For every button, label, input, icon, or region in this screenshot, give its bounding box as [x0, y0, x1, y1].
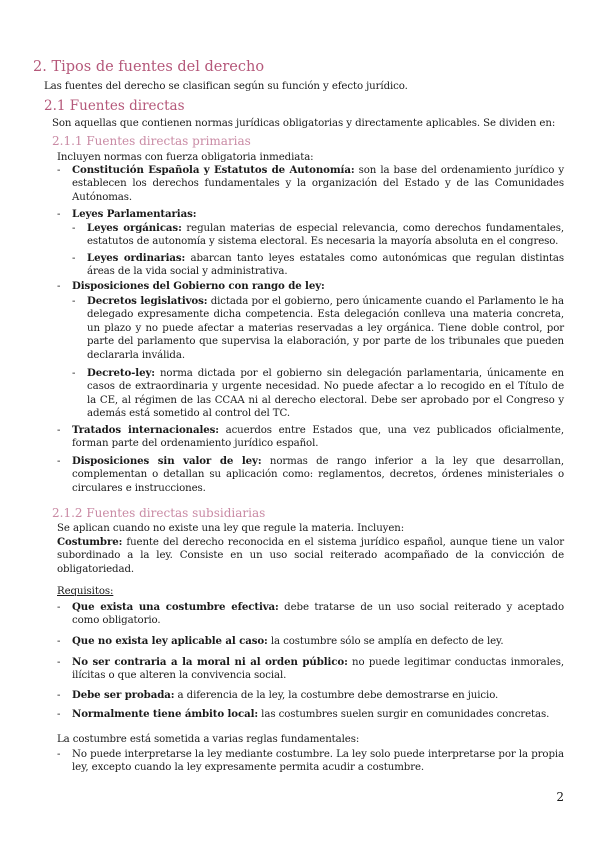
- list-bullet: -: [57, 425, 61, 436]
- list-item: [87, 367, 564, 421]
- item-term: Que exista una costumbre efectiva:: [72, 601, 279, 613]
- list-bullet: -: [72, 368, 76, 379]
- list-item: [72, 689, 564, 702]
- list-item: [72, 708, 564, 721]
- list-item: [72, 748, 564, 775]
- list-item: [72, 656, 564, 683]
- list-bullet: -: [57, 602, 61, 613]
- costumbre-term: Costumbre:: [57, 536, 123, 548]
- list-bullet: -: [57, 209, 61, 220]
- list-bullet: -: [72, 296, 76, 307]
- list-bullet: -: [57, 165, 61, 176]
- subsection-title: 2.1 Fuentes directas: [44, 98, 185, 114]
- item-term: Leyes orgánicas:: [87, 222, 182, 234]
- list-item: [72, 635, 564, 648]
- item-term: Tratados internacionales:: [72, 424, 219, 436]
- item-text: la costumbre sólo se amplía en defecto de ley.: [267, 636, 504, 647]
- list-item: [72, 280, 564, 293]
- list-bullet: -: [57, 709, 61, 720]
- list-bullet: -: [57, 690, 61, 701]
- list-item: [72, 424, 564, 451]
- costumbre-text: fuente del derecho reconocida en el sistema jurídico español, aunque tiene un valor subordinado a la ley. Consiste en un uso social reiterado acompañado de la convicción de obligatoriedad.: [57, 537, 564, 575]
- item-term: Disposiciones sin valor de ley:: [72, 455, 262, 467]
- list-bullet: -: [72, 223, 76, 234]
- item-term: Debe ser probada:: [72, 689, 175, 701]
- list-bullet: -: [57, 749, 61, 760]
- list-item: [72, 601, 564, 628]
- list-item: [72, 208, 564, 221]
- item-term: Constitución Española y Estatutos de Autonomía:: [72, 164, 355, 176]
- item-term: Normalmente tiene ámbito local:: [72, 708, 259, 720]
- costumbre-paragraph: [57, 536, 564, 576]
- item-text: normas de rango inferior a la ley que desarrollan, complementan o detallan su aplicación como: reglamentos, decretos, órdenes ministeriales o circulares e instrucciones.: [72, 456, 564, 494]
- item-term: Leyes ordinarias:: [87, 252, 186, 264]
- primarias-title: 2.1.1 Fuentes directas primarias: [52, 134, 251, 148]
- section-intro: Las fuentes del derecho se clasifican según su función y efecto jurídico.: [44, 81, 408, 92]
- item-text: acuerdos entre Estados que, una vez publicados oficialmente, forman parte del ordenamiento jurídico español.: [72, 425, 564, 450]
- list-bullet: -: [57, 636, 61, 647]
- list-item: [72, 455, 564, 495]
- item-text: a diferencia de la ley, la costumbre debe demostrarse en juicio.: [174, 690, 499, 701]
- list-item: [72, 164, 564, 204]
- item-text: debe tratarse de un uso social reiterado y aceptado como obligatorio.: [72, 602, 565, 627]
- list-bullet: -: [57, 281, 61, 292]
- list-bullet: -: [57, 657, 61, 668]
- list-item: [87, 295, 564, 362]
- item-text: norma dictada por el gobierno sin delegación parlamentaria, únicamente en casos de extraordinaria y urgente necesidad. No puede afectar a lo recogido en el Título de la CE, al régimen de las CCAA ni al derecho electoral. Debe ser aprobado por el Congreso y además está sometido al control del TC.: [87, 368, 564, 420]
- item-text: son la base del ordenamiento jurídico y establecen los derechos fundamentales y la organización del Estado y de las Comunidades Autónomas.: [72, 165, 564, 203]
- subsidiarias-title: 2.1.2 Fuentes directas subsidiarias: [52, 506, 266, 520]
- list-item: [87, 222, 564, 249]
- item-text: no puede legitimar conductas inmorales, ilícitas o que alteren la convivencia social.: [72, 657, 564, 682]
- reglas-intro: La costumbre está sometida a varias reglas fundamentales:: [57, 734, 360, 745]
- item-text: las costumbres suelen surgir en comunidades concretas.: [258, 709, 550, 720]
- item-text: abarcan tanto leyes estatales como autonómicas que regulan distintas áreas de la vida social y administrativa.: [87, 253, 564, 278]
- subsection-intro: Son aquellas que contienen normas jurídicas obligatorias y directamente aplicables. Se dividen en:: [52, 118, 556, 129]
- section-title: 2. Tipos de fuentes del derecho: [33, 59, 265, 75]
- item-text: dictada por el gobierno, pero únicamente cuando el Parlamento le ha delegado expresamente dicha competencia. Esta delegación conlleva una materia concreta, un plazo y no puede afectar a materias reservadas a ley orgánica. Tiene doble control, por parte del parlamento que supervisa la elaboración, y por parte de los tribunales que pueden declararla inválida.: [87, 296, 564, 361]
- item-term: Leyes Parlamentarias:: [72, 208, 197, 220]
- list-bullet: -: [72, 253, 76, 264]
- item-term: Decretos legislativos:: [87, 295, 208, 307]
- item-term: Disposiciones del Gobierno con rango de ley:: [72, 280, 325, 292]
- list-item: [87, 252, 564, 279]
- list-bullet: -: [57, 456, 61, 467]
- primarias-intro: Incluyen normas con fuerza obligatoria inmediata:: [57, 152, 314, 163]
- item-term: Que no exista ley aplicable al caso:: [72, 635, 268, 647]
- subsidiarias-intro: Se aplican cuando no existe una ley que regule la materia. Incluyen:: [57, 523, 405, 534]
- item-text: No puede interpretarse la ley mediante costumbre. La ley solo puede interpretarse por la propia ley, excepto cuando la ley expresamente permita acudir a costumbre.: [72, 749, 564, 774]
- item-term: Decreto-ley:: [87, 367, 155, 379]
- page-number: 2: [556, 790, 564, 804]
- requisitos-label: Requisitos:: [57, 586, 114, 597]
- item-text: regulan materias de especial relevancia, como derechos fundamentales, estatutos de autonomía y sistema electoral. Es necesaria la mayoría absoluta en el congreso.: [87, 223, 564, 248]
- item-term: No ser contraria a la moral ni al orden público:: [72, 656, 348, 668]
